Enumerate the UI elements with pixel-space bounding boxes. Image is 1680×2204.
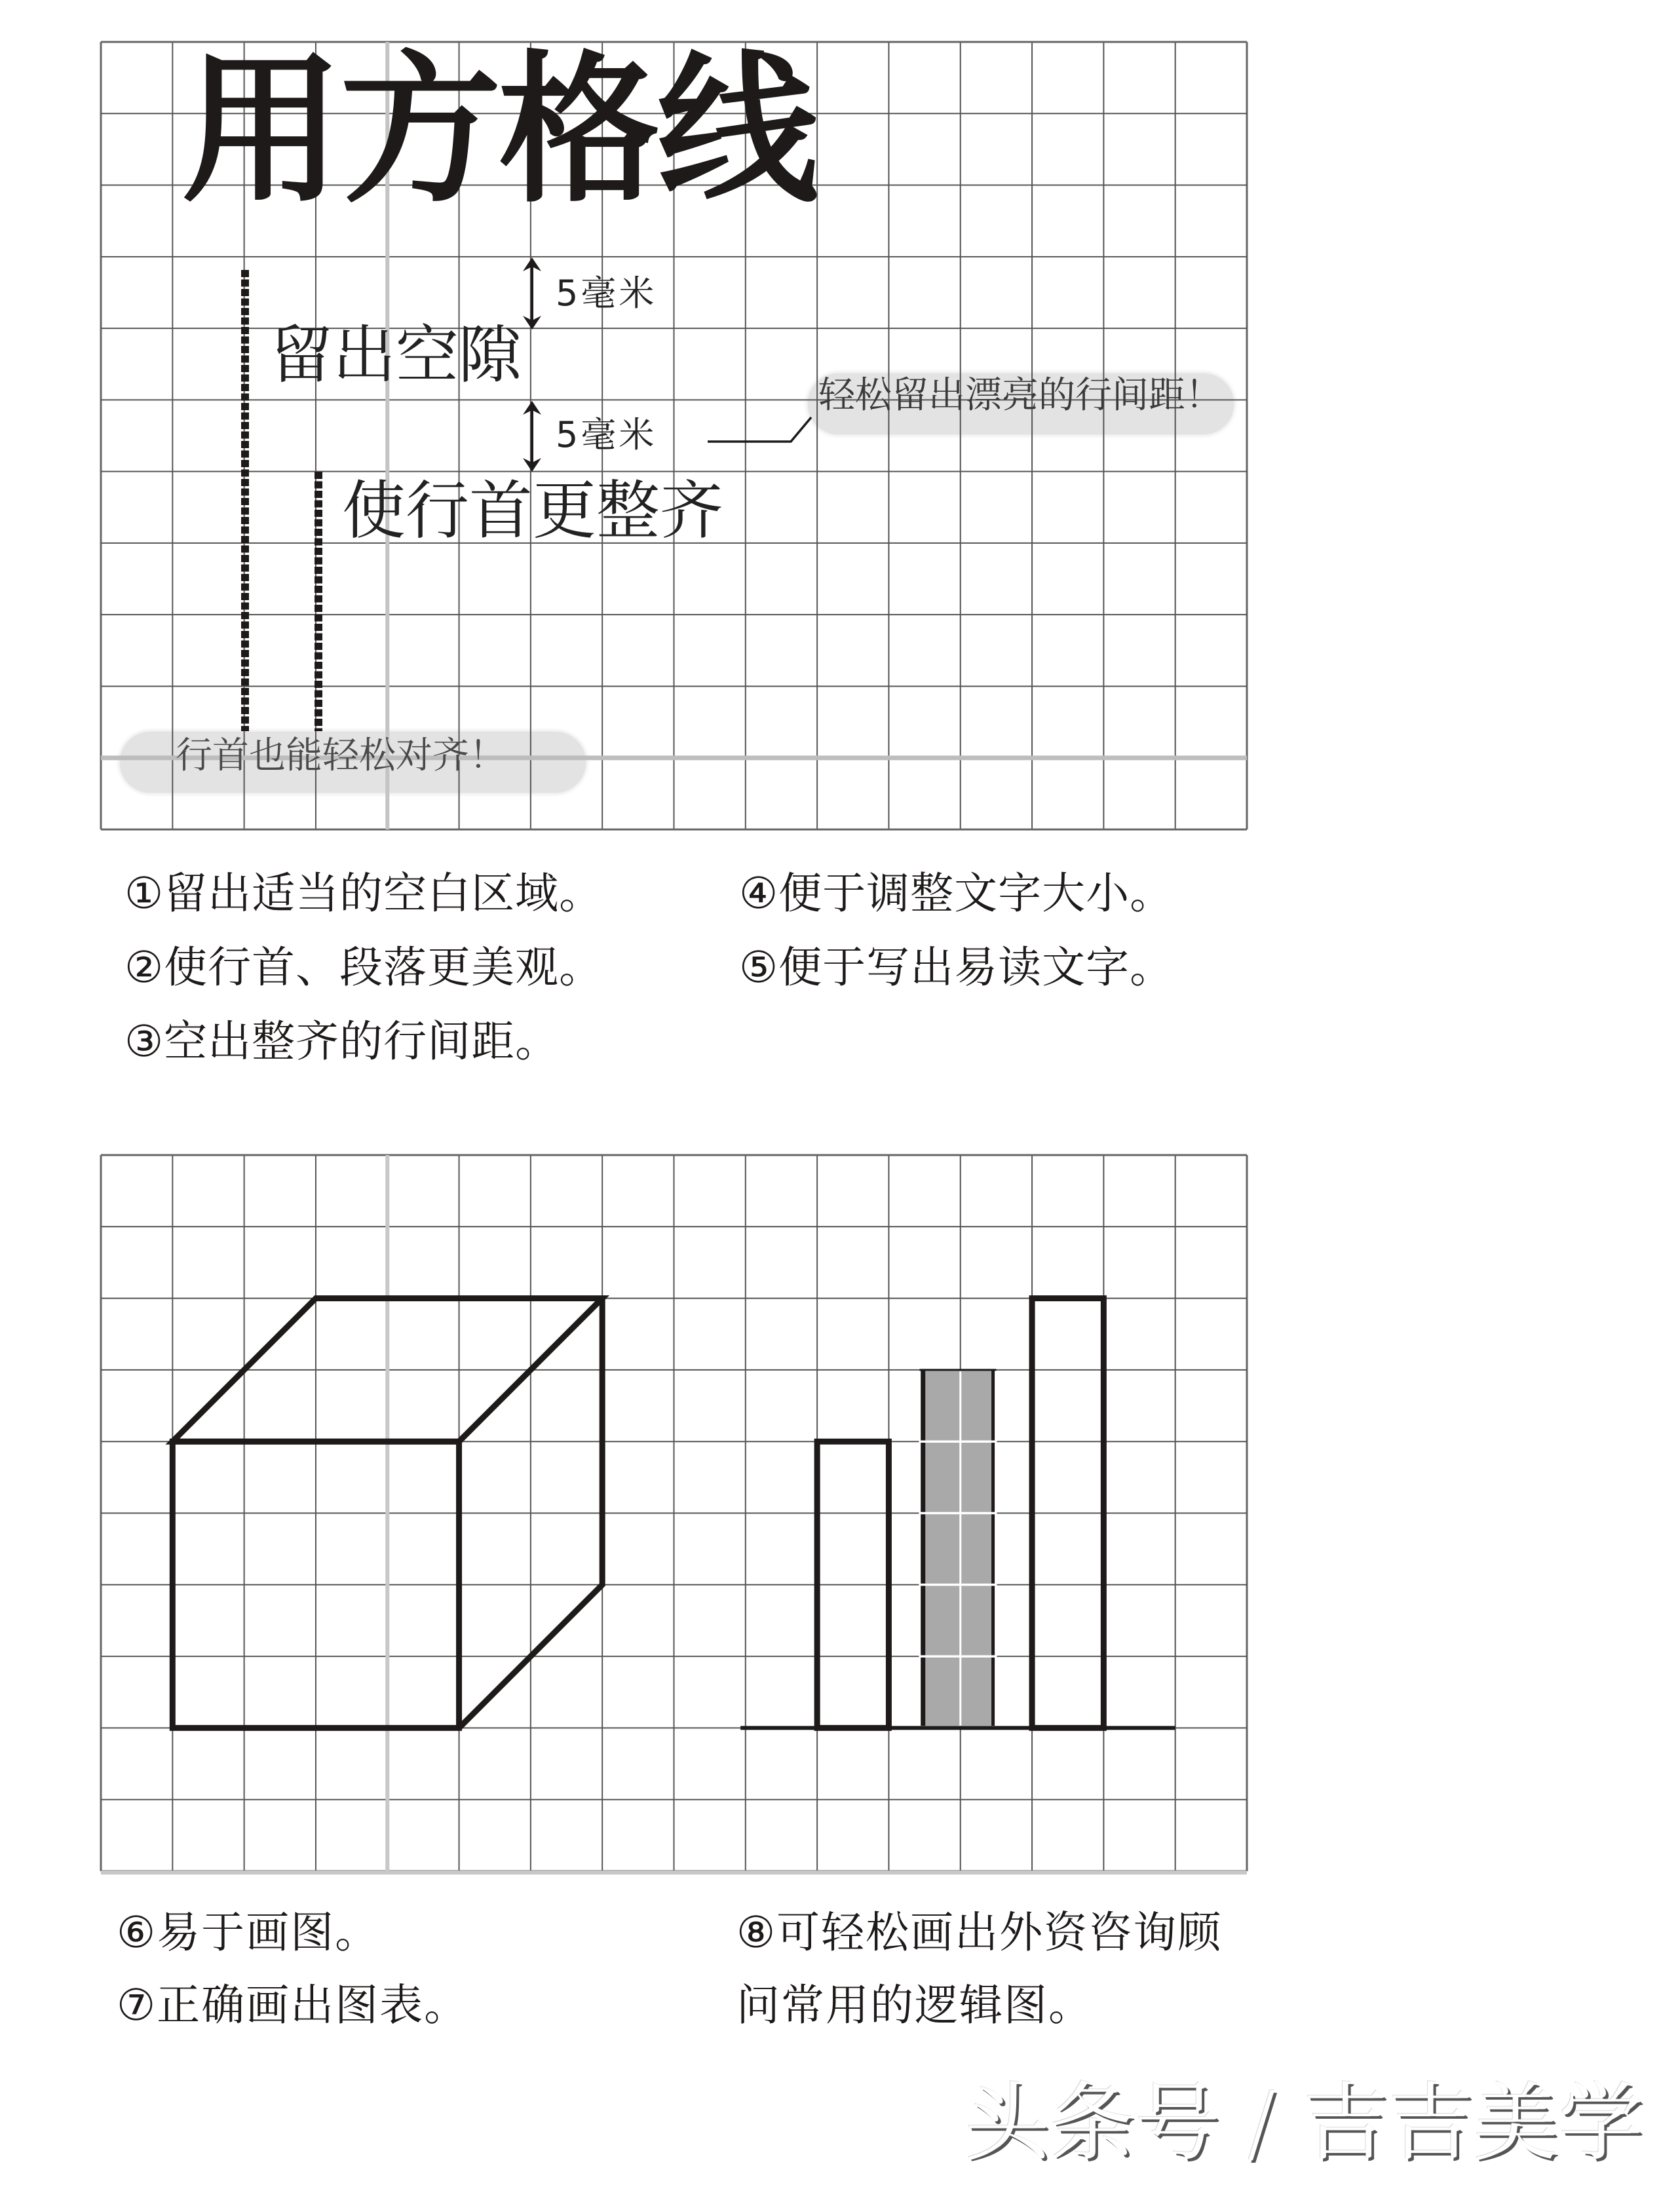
benefit-item: [124, 930, 603, 1004]
item-marker: ②: [124, 942, 164, 993]
item-marker: ⑦: [117, 1980, 157, 2030]
double-arrow-icon: [523, 257, 541, 330]
sample-text-line: 使行首更整齐: [342, 474, 723, 548]
grid-lines: [101, 1155, 1247, 1871]
callout-line-spacing: 轻松留出漂亮的行间距！: [818, 374, 1222, 417]
item-text: 可轻松画出外资咨询顾: [776, 1907, 1223, 1958]
benefit-list: [739, 856, 1174, 1004]
spacing-label: 5毫米: [556, 273, 657, 314]
watermark: 头条号 / 吉吉美学: [964, 2073, 1644, 2173]
sample-text-line: 留出空隙: [270, 318, 522, 392]
item-text: 便于调整文字大小。: [778, 868, 1174, 919]
item-marker: ①: [124, 868, 164, 919]
item-text: 易于画图。: [157, 1907, 380, 1958]
callout-alignment: 行首也能轻松对齐！: [176, 734, 506, 777]
benefit-item: [124, 1004, 603, 1078]
item-marker: ⑧: [736, 1907, 777, 1958]
item-text: 便于写出易读文字。: [778, 942, 1174, 993]
double-arrow-icon: [523, 401, 541, 472]
benefit-list: [736, 1896, 1222, 2042]
benefit-item: [117, 1969, 468, 2042]
item-marker: ⑤: [739, 942, 779, 993]
item-text: 使行首、段落更美观。: [164, 942, 603, 993]
benefit-item: [739, 856, 1174, 930]
callout-leader-line: [708, 417, 811, 442]
item-text: 空出整齐的行间距。: [164, 1016, 560, 1067]
benefit-item: [117, 1896, 468, 1969]
item-text: 问常用的逻辑图。: [736, 1980, 1093, 2030]
page-title: 用方格线: [181, 37, 816, 225]
benefit-list: [117, 1896, 468, 2042]
bar-2: [919, 1370, 997, 1726]
item-marker: ⑥: [117, 1907, 157, 1958]
benefit-list: [124, 856, 603, 1078]
item-text: 留出适当的空白区域。: [164, 868, 603, 919]
spacing-label: 5毫米: [556, 414, 657, 455]
item-text: 正确画出图表。: [157, 1980, 469, 2030]
benefit-item-continuation: [736, 1969, 1222, 2042]
grid-paper-bottom: [101, 1155, 1247, 1871]
item-marker: ④: [739, 868, 779, 919]
benefit-item: [736, 1896, 1222, 1969]
benefit-item: [124, 856, 603, 930]
bar-2-fill: [923, 1370, 993, 1726]
annotation-layer: [0, 0, 1680, 852]
item-marker: ③: [124, 1016, 164, 1067]
benefit-item: [739, 930, 1174, 1004]
